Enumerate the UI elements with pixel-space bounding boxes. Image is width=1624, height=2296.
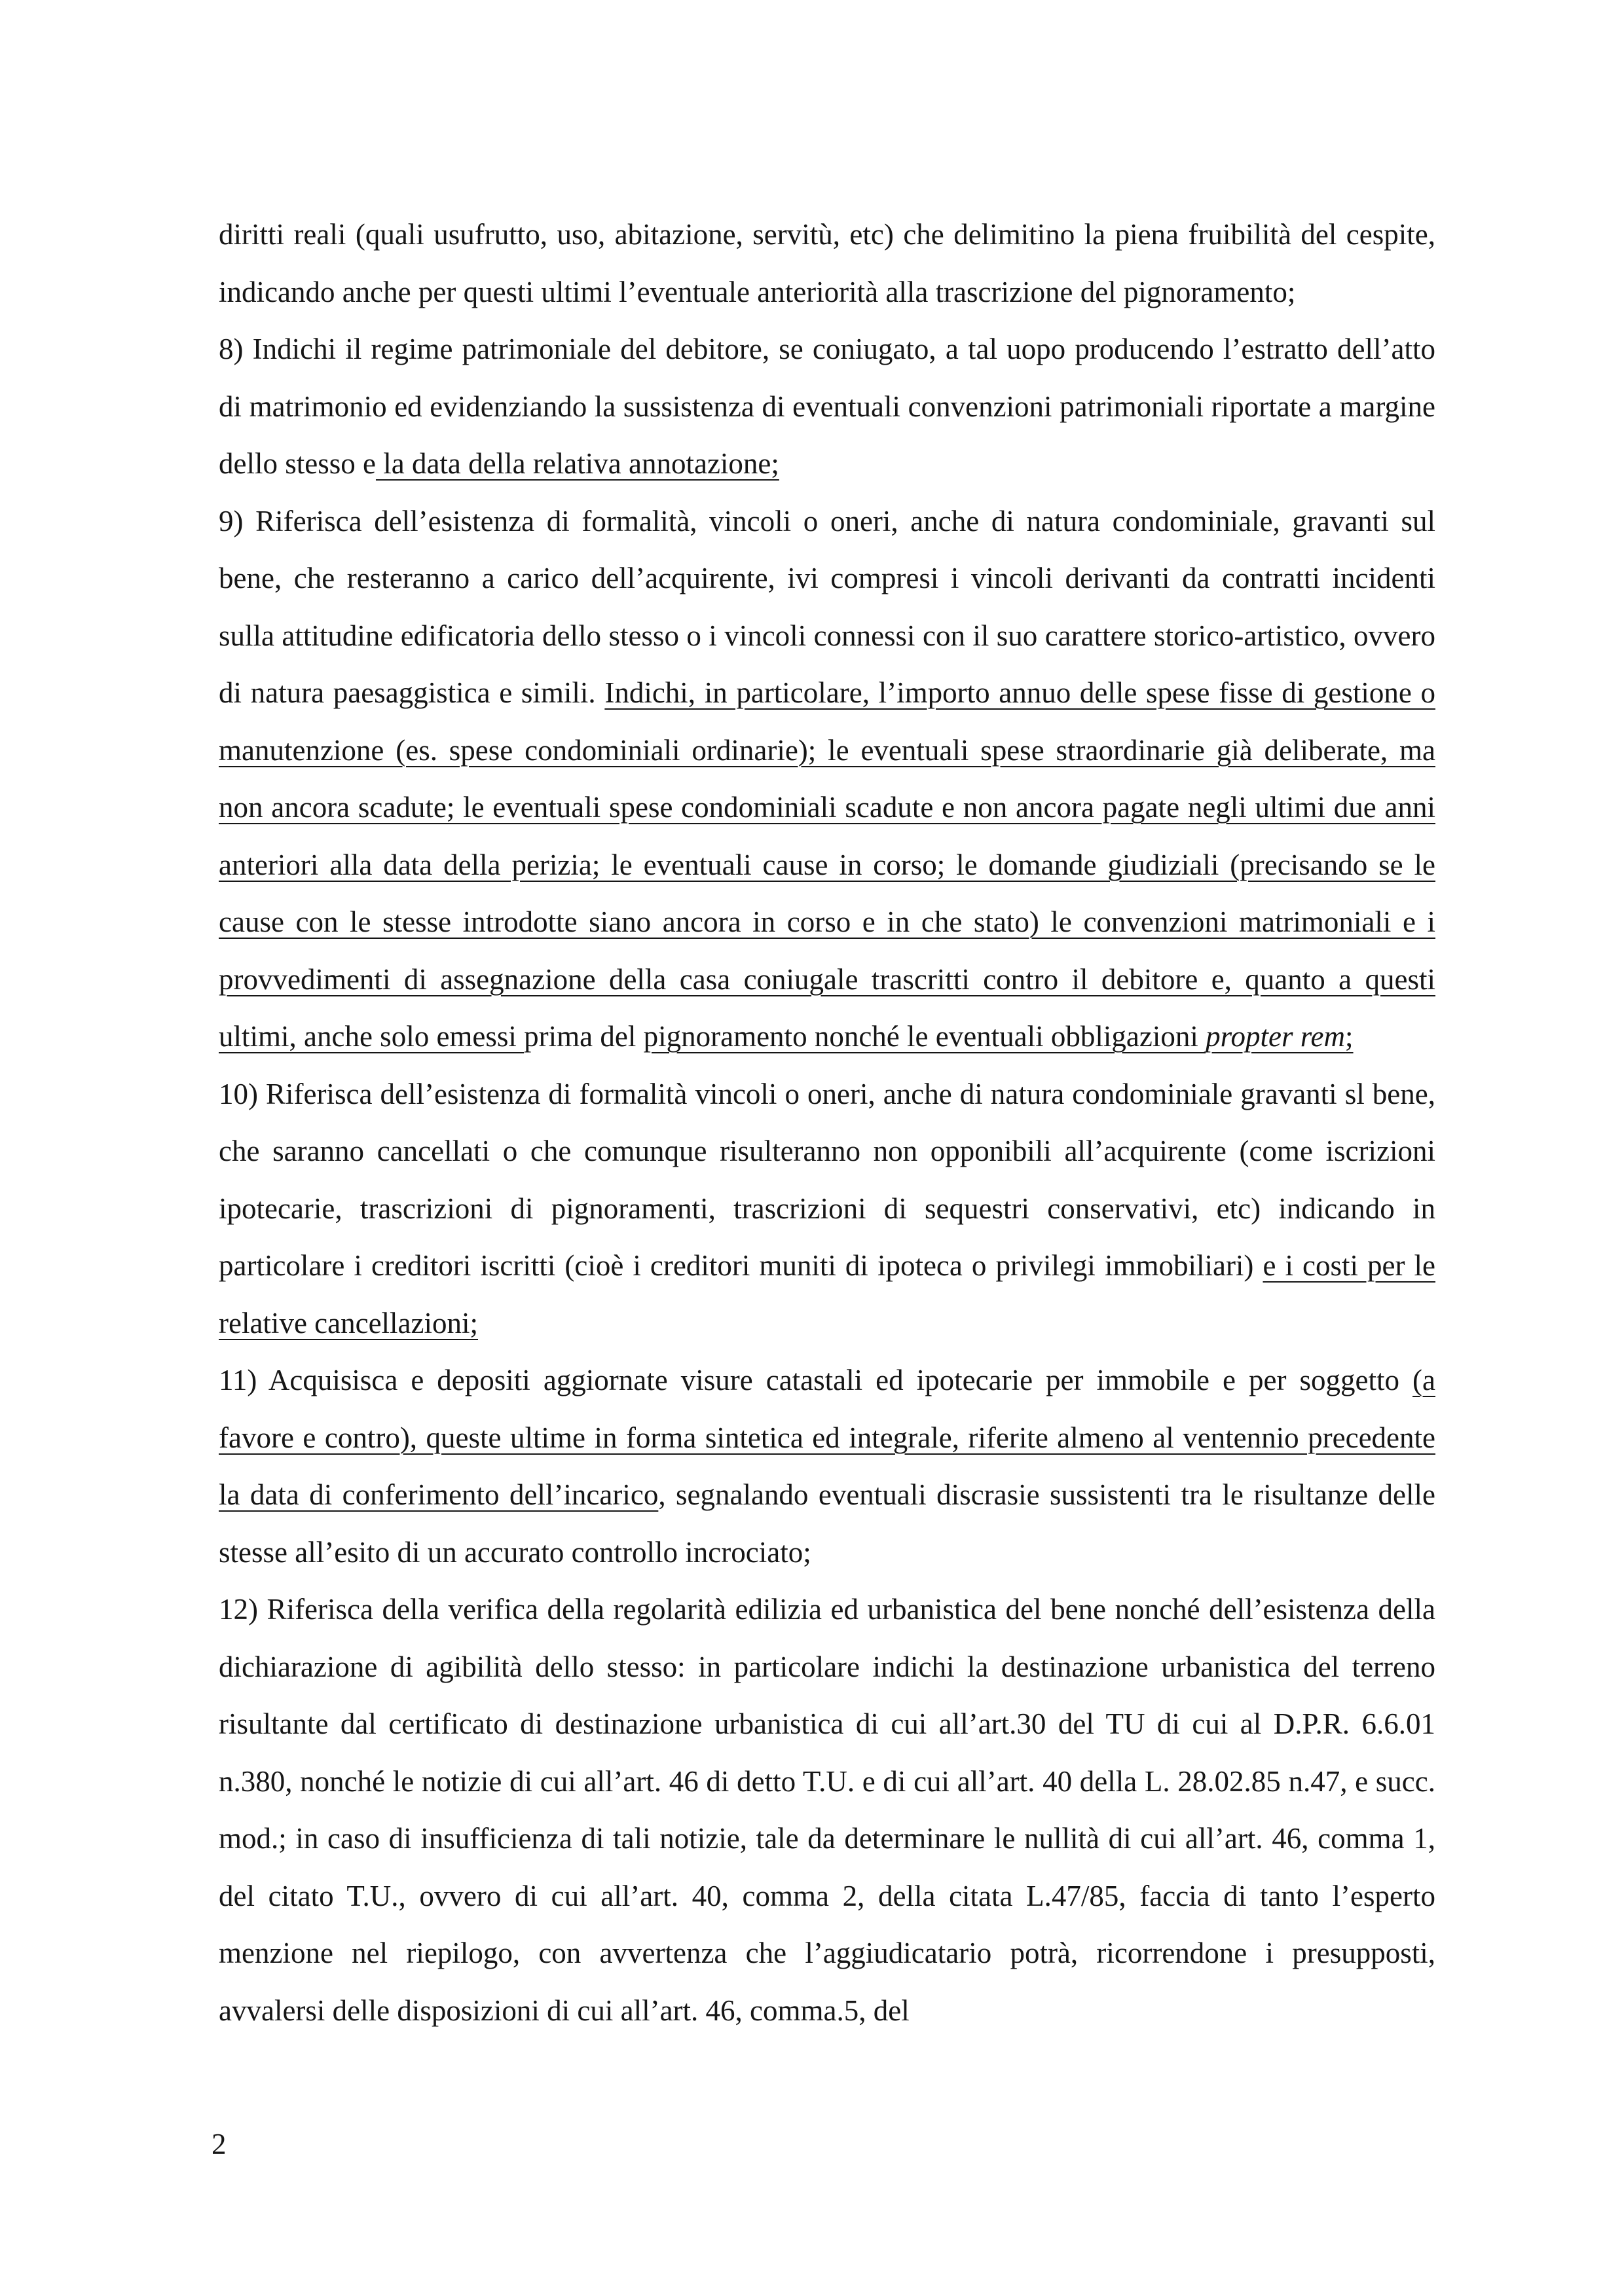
para-12 <box>219 1581 1435 2039</box>
underlined-text-segment: la data della relativa annotazione; <box>375 447 779 480</box>
page-number: 2 <box>212 2128 227 2160</box>
underlined-text-segment: pignoramento nonché le eventuali obbligazioni <box>643 1020 1206 1053</box>
para-diritti-reali <box>219 206 1435 321</box>
underlined-text-segment: e i costi per le relative cancellazioni; <box>219 1249 1435 1339</box>
text-segment: 12) Riferisca della verifica della regolarità edilizia ed urbanistica del bene nonché dell’esistenza della dichiarazione di agibilità dello stesso: in particolare indichi la destinazione urbanistica del terreno risultante dal certificato di destinazione urbanistica di cui all’art.30 del TU di cui al D.P.R. 6.6.01 n.380, nonché le notizie di cui all’art. 46 di detto T.U. e di cui all’art. 40 della L. 28.02.85 n.47, e succ. mod.; in caso di insufficienza di tali notizie, tale da determinare le nullità di cui all’art. 46, comma 1, del citato T.U., ovvero di cui all’art. 40, comma 2, della citata L.47/85, faccia di tanto l’esperto menzione nel riepilogo, con avvertenza che l’aggiudicatario potrà, ricorrendone i presupposti, avvalersi delle disposizioni di cui all’art. 46, comma.5, del <box>219 1593 1435 2027</box>
text-segment: , segnalando eventuali discrasie sussistenti tra le risultanze delle stesse all’esito di un accurato controllo incrociato; <box>219 1478 1436 1569</box>
text-segment: 8) Indichi il regime patrimoniale del debitore, se coniugato, a tal uopo producendo l’estratto dell’atto di matrimonio ed evidenziando la sussistenza di eventuali convenzioni patrimoniali riportate a margine dello stesso e <box>219 333 1435 480</box>
text-segment: diritti reali (quali usufrutto, uso, abitazione, servitù, etc) che delimitino la piena fruibilità del cespite, indicando anche per questi ultimi l’eventuale anteriorità alla trascrizione del pignoramento; <box>219 218 1435 308</box>
para-8 <box>219 321 1435 493</box>
text-segment: 11) Acquisisca e depositi aggiornate visure catastali ed ipotecarie per immobile e per soggetto <box>219 1364 1413 1396</box>
para-11 <box>219 1352 1435 1581</box>
para-10 <box>219 1066 1435 1353</box>
text-segment: 10) Riferisca dell’esistenza di formalità vincoli o oneri, anche di natura condominiale gravanti sl bene, che saranno cancellati o che comunque risulteranno non opponibili all’acquirente (come iscrizioni ipotecarie, trascrizioni di pignoramenti, trascrizioni di sequestri conservativi, etc) indicando in particolare i creditori iscritti (cioè i creditori muniti di ipoteca o privilegi immobiliari) <box>219 1077 1435 1282</box>
underlined-text-segment: ; <box>1345 1020 1354 1053</box>
underlined-text-segment: (a favore e contro), queste ultime in forma sintetica ed integrale, riferite almeno al ventennio precedente la data di conferimento dell’incarico <box>219 1364 1435 1511</box>
underlined-text-segment: Indichi, in particolare, l’importo annuo delle spese fisse di gestione o manutenzione (es. spese condominiali ordinarie); le eventuali spese straordinarie già deliberate, ma non ancora scadute; le eventuali spese condominiali scadute e non ancora pagate negli ultimi due anni anteriori alla data della perizia; le eventuali cause in corso; le domande giudiziali (precisando se le cause con le stesse introdotte siano ancora in corso e in che stato) le convenzioni matrimoniali e i provvedimenti di assegnazione della casa coniugale trascritti contro il debitore e, quanto a questi ultimi, anche solo emessi <box>219 676 1435 1053</box>
text-segment: prima del <box>524 1020 644 1053</box>
para-9 <box>219 493 1435 1066</box>
underlined-text-segment: propter rem <box>1206 1020 1346 1053</box>
document-body <box>219 206 1435 2039</box>
text-segment: 9) Riferisca dell’esistenza di formalità, vincoli o oneri, anche di natura condominiale, gravanti sul bene, che resteranno a carico dell’acquirente, ivi compresi i vincoli derivanti da contratti incidenti sulla attitudine edificatoria dello stesso o i vincoli connessi con il suo carattere storico-artistico, ovvero di natura paesaggistica e simili. <box>219 504 1435 709</box>
